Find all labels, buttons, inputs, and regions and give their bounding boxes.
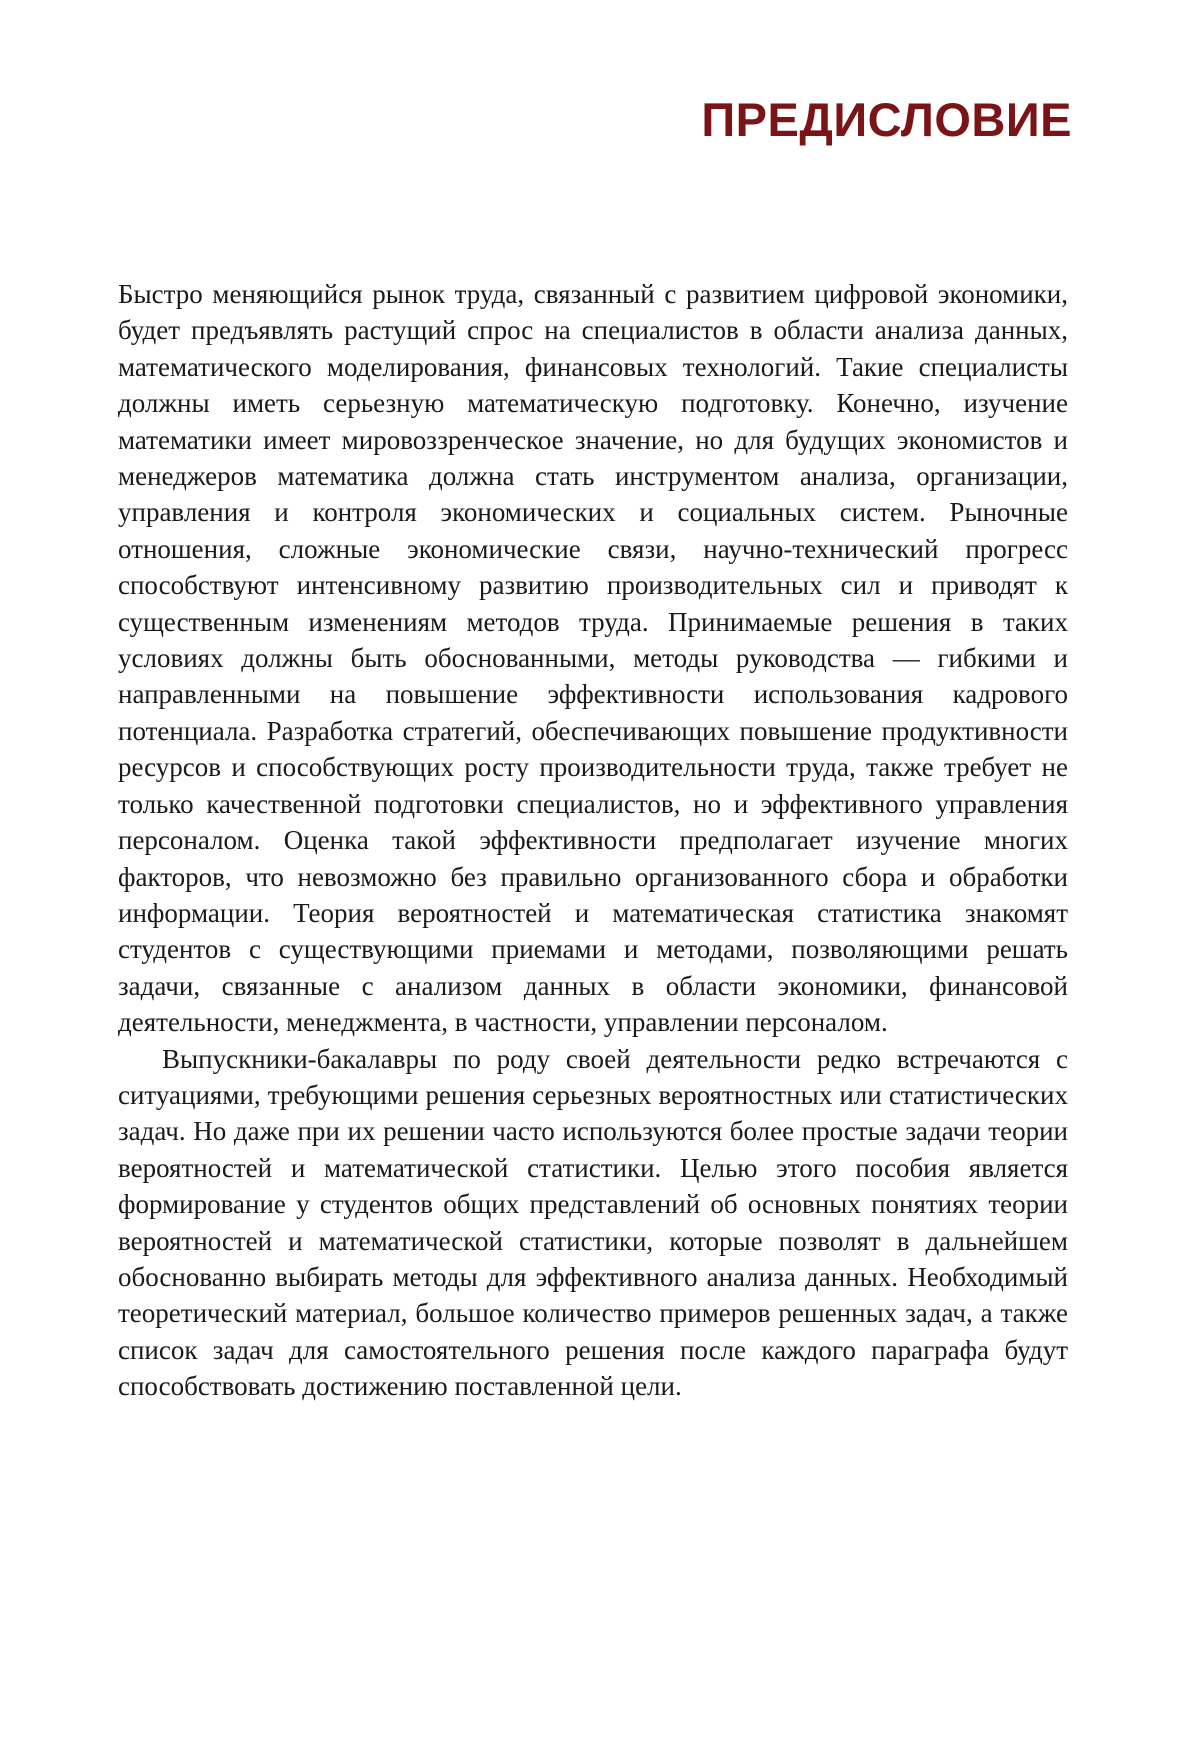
- paragraph-2: Выпускники-бакалавры по роду своей деятельности редко встречаются с ситуациями, требующими решения серьезных вероятностных или статистических задач. Но даже при их решении часто используются более простые задачи теории вероятностей и математической статистики. Целью этого пособия является формирование у студентов общих представлений об основных понятиях теории вероятностей и математической статистики, которые позволят в дальнейшем обоснованно выбирать методы для эффективного анализа данных. Необходимый теоретический материал, большое количество примеров решенных задач, а также список задач для самостоятельного решения после каждого параграфа будут способствовать достижению поставленной цели.: [118, 1043, 1068, 1402]
- page-title: ПРЕДИСЛОВИЕ: [701, 93, 1072, 146]
- paragraph-1: Быстро меняющийся рынок труда, связанный с развитием цифровой экономики, будет предъявлять растущий спрос на специалистов в области анализа данных, математического моделирования, финансовых технологий. Такие специалисты должны иметь серьезную математическую подготовку. Конечно, изучение математики имеет мировоззренческое значение, но для будущих экономистов и менеджеров математика должна стать инструментом анализа, организации, управления и контроля экономических и социальных систем. Рыночные отношения, сложные экономические связи, научно-технический прогресс способствуют интенсивному развитию производительных сил и приводят к существенным изменениям методов труда. Принимаемые решения в таких условиях должны быть обоснованными, методы руководства — гибкими и направленными на повышение эффективности использования кадрового потенциала. Разработка стратегий, обеспечивающих повышение продуктивности ресурсов и способствующих росту производительности труда, также требует не только качественной подготовки специалистов, но и эффективного управления персоналом. Оценка такой эффективности предполагает изучение многих факторов, что невозможно без правильно организованного сбора и обработки информации. Теория вероятностей и математическая статистика знакомят студентов с существующими приемами и методами, позволяющими решать задачи, связанные с анализом данных в области экономики, финансовой деятельности, менеджмента, в частности, управлении персоналом.: [118, 279, 1068, 1038]
- preface-body: [118, 276, 1068, 1405]
